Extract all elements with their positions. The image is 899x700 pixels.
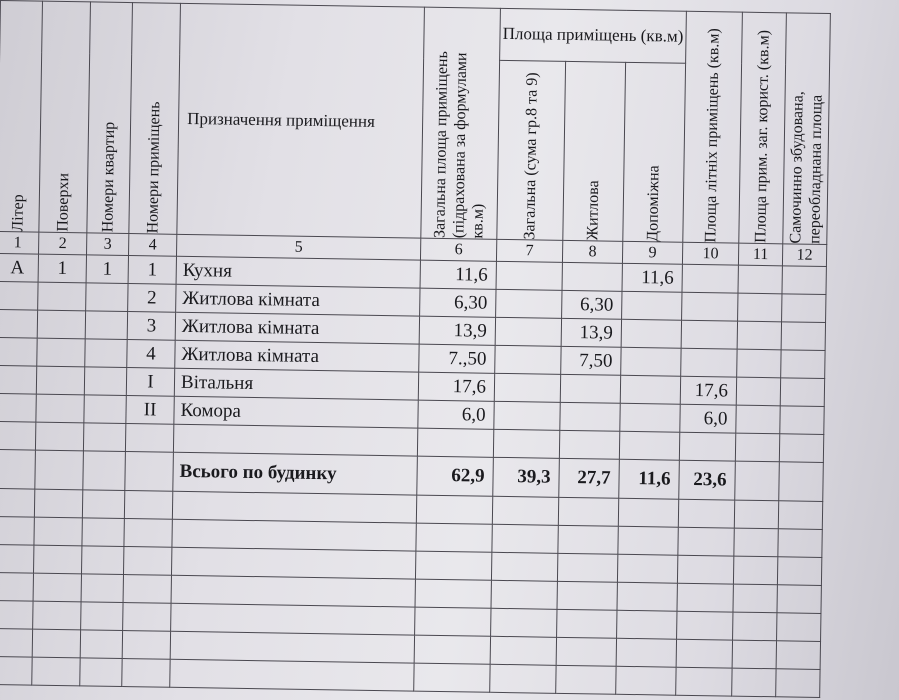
column-number: 9 [622, 241, 682, 264]
cell-purpose: Житлова кімната [175, 312, 419, 344]
header-summer-area: Площа літніх приміщень (кв.м) [683, 11, 743, 243]
cell-liter [0, 393, 36, 422]
cell-summer-area: 17,6 [680, 376, 736, 405]
header-row [0, 1, 830, 66]
cell-living-area [562, 262, 622, 291]
header-purpose: Призначення приміщення [177, 3, 425, 238]
column-number: 11 [738, 243, 782, 266]
cell-liter: А [0, 253, 39, 282]
cell-total-area: 11,6 [420, 260, 496, 289]
header-floors: Поверхи [39, 1, 91, 233]
column-number: 3 [87, 233, 129, 256]
cell-room: 2 [128, 284, 176, 313]
column-number: 1 [0, 231, 39, 254]
cell-apartment [86, 283, 128, 312]
header-room-numbers: Номери приміщень [129, 3, 181, 235]
cell-liter [0, 281, 38, 310]
cell-total-area: 17,6 [418, 372, 494, 401]
total-label: Всього по будинку [173, 452, 418, 495]
cell-sum-area [494, 373, 560, 402]
cell-summer-area [682, 264, 738, 293]
cell-liter [0, 337, 37, 366]
cell-common-area [737, 321, 781, 350]
cell-unauthorized-area [781, 322, 825, 351]
cell-living-area: 6,30 [562, 290, 622, 319]
cell-sum-area [495, 345, 561, 374]
cell-unauthorized-area [780, 406, 824, 435]
total-sum-area: 39,3 [493, 457, 560, 497]
cell-unauthorized-area [782, 266, 826, 295]
cell-living-area [560, 402, 620, 431]
total-summer-area: 23,6 [679, 460, 736, 500]
cell-auxiliary-area [622, 291, 682, 320]
header-living-area: Житлова [563, 61, 626, 241]
header-sum-area: Загальна (сума гр.8 та 9) [497, 60, 566, 240]
cell-auxiliary-area [620, 403, 680, 432]
cell-summer-area [681, 348, 737, 377]
cell-living-area: 7,50 [561, 346, 621, 375]
total-auxiliary-area: 11,6 [619, 459, 680, 499]
cell-living-area [560, 374, 620, 403]
column-number: 4 [129, 234, 177, 257]
cell-unauthorized-area [781, 350, 825, 379]
cell-common-area [738, 265, 782, 294]
cell-common-area [736, 377, 780, 406]
cell-room: 3 [127, 312, 175, 341]
column-number: 10 [682, 242, 738, 265]
cell-summer-area [682, 292, 738, 321]
total-area-sum: 62,9 [417, 456, 494, 496]
column-number: 5 [176, 234, 420, 260]
cell-room: I [126, 368, 174, 397]
cell-purpose: Комора [174, 396, 418, 428]
cell-summer-area: 6,0 [680, 404, 736, 433]
cell-summer-area [681, 320, 737, 349]
cell-purpose: Житлова кімната [176, 284, 420, 316]
header-common-area: Площа прим. заг. корист. (кв.м) [739, 12, 787, 244]
cell-living-area: 13,9 [561, 318, 621, 347]
cell-apartment: 1 [86, 255, 128, 284]
header-room-area-group: Площа приміщень (кв.м) [500, 8, 687, 63]
cell-room: 1 [128, 256, 176, 285]
header-unauthorized-area: Самочинно збудована, переобладнана площа [783, 13, 831, 245]
cell-common-area [736, 405, 780, 434]
cell-total-area: 13,9 [419, 316, 495, 345]
cell-sum-area [496, 289, 562, 318]
column-number: 7 [496, 239, 562, 262]
cell-auxiliary-area [620, 375, 680, 404]
cell-room: II [126, 396, 174, 425]
column-number: 6 [420, 238, 496, 261]
cell-sum-area [495, 317, 561, 346]
cell-sum-area [496, 261, 562, 290]
cell-room: 4 [127, 340, 175, 369]
cell-floor [36, 366, 84, 395]
cell-purpose: Кухня [176, 256, 420, 288]
cell-floor [36, 394, 84, 423]
header-auxiliary-area: Допоміжна [623, 62, 686, 242]
column-number: 8 [562, 240, 622, 263]
cell-total-area: 7.,50 [419, 344, 495, 373]
cell-purpose: Житлова кімната [175, 340, 419, 372]
cell-apartment [84, 395, 126, 424]
cell-auxiliary-area [621, 347, 681, 376]
cell-liter [0, 365, 37, 394]
cell-apartment [85, 339, 127, 368]
cell-purpose: Вітальня [174, 368, 418, 400]
cell-floor [37, 310, 85, 339]
cell-unauthorized-area [780, 378, 824, 407]
header-liter: Літер [0, 1, 42, 233]
cell-common-area [738, 293, 782, 322]
cell-floor [38, 282, 86, 311]
cell-common-area [737, 349, 781, 378]
header-total-area: Загальна площа приміщень (підрахована за формулами кв.м) [421, 7, 501, 239]
column-number: 2 [39, 232, 87, 255]
cell-total-area: 6,0 [418, 400, 494, 429]
cell-auxiliary-area: 11,6 [622, 263, 682, 292]
cell-liter [0, 309, 38, 338]
total-living-area: 27,7 [559, 458, 620, 498]
column-number: 12 [782, 244, 826, 267]
cell-total-area: 6,30 [420, 288, 496, 317]
cell-floor: 1 [38, 254, 86, 283]
cell-auxiliary-area [621, 319, 681, 348]
cell-floor [37, 338, 85, 367]
cell-sum-area [494, 401, 560, 430]
cell-apartment [84, 367, 126, 396]
cell-unauthorized-area [782, 294, 826, 323]
header-apartments: Номери квартир [87, 2, 133, 234]
cell-apartment [85, 311, 127, 340]
